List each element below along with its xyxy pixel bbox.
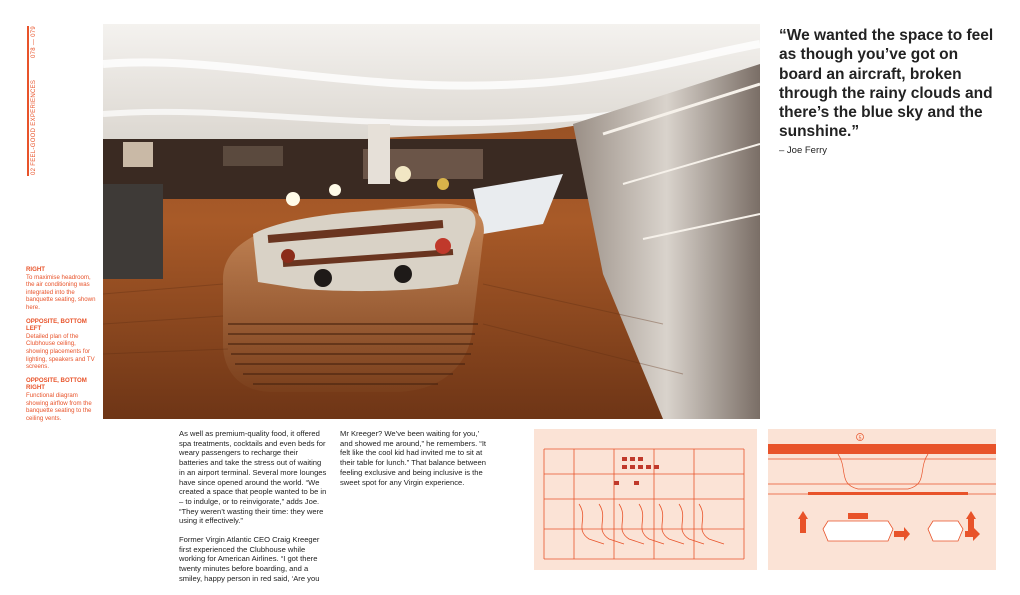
body-column-2 [340, 429, 492, 496]
paragraph: As well as premium-quality food, it offered spa treatments, cocktails and even beds for weary passengers to recharge their batteries and take the stress out of waiting in an airport terminal. Several more lounges have since opened around the world. “We created a space that people wanted to be in – to indulge, or to reinvigorate,” adds Joe. “They weren’t wasting their time: they were using it effectively.” [179, 429, 327, 526]
paragraph: Former Virgin Atlantic CEO Craig Kreeger first experienced the Clubhouse while working for American Airlines. “I got there twenty minutes before boarding, and a smiley, happy person in red said, ‘Are you [179, 535, 320, 583]
body-column-1 [179, 429, 329, 593]
caption-heading: OPPOSITE, BOTTOM LEFT [26, 317, 87, 333]
page-numbers: 078 — 079 [31, 25, 37, 58]
captions [26, 266, 96, 428]
lounge-photo [103, 24, 760, 419]
caption-heading: RIGHT [26, 266, 45, 273]
pull-quote: “We wanted the space to feel as though you’ve got on board an aircraft, broken through the rainy clouds and there’s the blue sky and the sunshine.” [779, 27, 994, 141]
caption-body: Functional diagram showing airflow from the banquette seating to the ceiling vents. [26, 391, 92, 422]
accent-bar [27, 26, 29, 176]
caption-bottom-left [26, 318, 96, 371]
caption-heading: OPPOSITE, BOTTOM RIGHT [26, 376, 87, 392]
caption-body: To maximise headroom, the air conditioning was integrated into the banquette seating, shown here. [26, 273, 96, 311]
ceiling-plan-drawing [534, 429, 757, 570]
diagram-label: 5 [858, 435, 862, 442]
caption-right [26, 266, 96, 312]
quote-attribution: – Joe Ferry [779, 145, 828, 156]
caption-body: Detailed plan of the Clubhouse ceiling, showing placements for lighting, speakers and TV screens. [26, 332, 95, 371]
airflow-diagram [768, 429, 996, 570]
section-label: 02 FEEL-GOOD EXPERIENCES [31, 79, 37, 175]
caption-bottom-right [26, 377, 96, 423]
paragraph: Mr Kreeger? We’ve been waiting for you,’ and showed me around,” he remembers. “It felt like the cool kid had invited me to sit at their table for lunch.” That balance between feeling exclusive and being inclusive is the sweet spot for any Virgin experience. [340, 429, 487, 487]
